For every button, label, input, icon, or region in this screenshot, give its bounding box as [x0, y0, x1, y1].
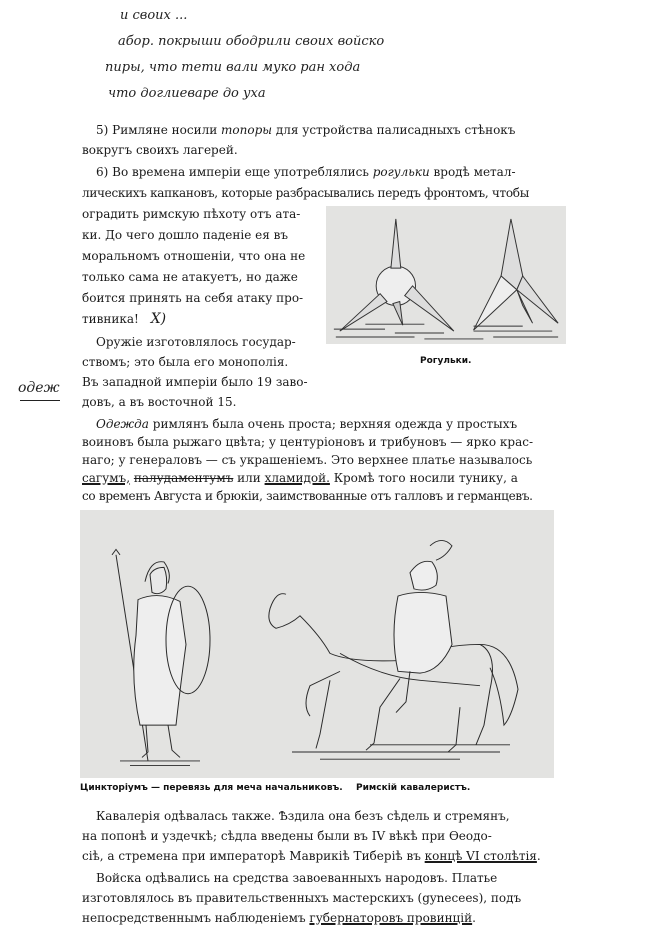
figure-soldiers [80, 510, 554, 778]
troops-line2: изготовлялось въ правительственныхъ мастерскихъ (gynecees), подъ [82, 891, 522, 905]
soldiers-illustration [80, 510, 554, 778]
underlined-text: хламидой. [264, 471, 330, 485]
weapons-line3: Въ западной имперіи было 19 заво- [82, 375, 308, 389]
handwritten-line-1: и своих ... [120, 8, 188, 23]
para6-line2: лическихъ капкановъ, которые разбрасывались передъ фронтомъ, чтобы [82, 186, 529, 200]
underlined-text: концѣ VI столѣтія [424, 849, 537, 863]
text: тивника! [82, 312, 139, 326]
para6-line7: боится принять на себя атаку про- [82, 291, 304, 305]
caltrops-illustration [326, 206, 566, 344]
text: для устройства палисадныхъ стѣнокъ [272, 123, 516, 137]
figure-soldiers-caption-right: Римскій кавалеристъ. [356, 783, 471, 793]
para6-line4: ки. До чего дошло паденіе ея въ [82, 228, 288, 242]
underlined-text: губернаторовъ провинцій [309, 911, 473, 925]
margin-underline [20, 400, 60, 401]
text: 5) Римляне носили [96, 123, 222, 137]
cavalry-line3 [82, 846, 564, 866]
clothing-line2: воиновъ была рыжаго цвѣта; у центуріоновъ и трибуновъ — ярко крас- [82, 435, 534, 449]
text: римлянъ была очень проста; верхняя одежда у простыхъ [148, 417, 518, 431]
emphasis: Одежда [96, 417, 149, 431]
text: . [472, 911, 476, 925]
emphasis: топоры [221, 123, 273, 137]
handwritten-margin-note: одеж [18, 380, 60, 396]
para5-line1 [96, 120, 564, 140]
weapons-line4: довъ, а въ восточной 15. [82, 395, 237, 409]
struck-text: палудаментумъ [133, 471, 234, 485]
handwritten-line-3: пиры, что тети вали муко ран хода [105, 60, 361, 75]
para5-line2: вокругъ своихъ лагерей. [82, 143, 238, 157]
para6-line1 [96, 162, 564, 182]
cavalry-line2: на попонѣ и уздечкѣ; сѣдла введены были въ IV вѣкѣ при Ѳеодо- [82, 829, 492, 843]
troops-line3 [82, 908, 564, 928]
figure-soldiers-caption-left: Цинкторіумъ — перевязь для меча начальниковъ. [80, 783, 343, 793]
text: Кромѣ того носили тунику, а [329, 471, 518, 485]
weapons-line2: ствомъ; это была его монополія. [82, 355, 289, 369]
figure-caltrops-caption: Рогульки. [420, 356, 472, 366]
text: непосредственнымъ наблюденіемъ [82, 911, 310, 925]
para6-line5: моральномъ отношеніи, что она не [82, 249, 306, 263]
weapons-line1: Оружіе изготовлялось государ- [96, 335, 296, 349]
underlined-text: сагумъ, [82, 471, 131, 485]
text: или [233, 471, 265, 485]
troops-line1: Войска одѣвались на средства завоеванныхъ народовъ. Платье [96, 871, 498, 885]
text: 6) Во времена имперіи еще употреблялись [96, 165, 373, 179]
handwritten-line-4: что доглиеваре до уха [108, 86, 266, 101]
text: сіѣ, а стремена при императорѣ Маврикіѣ Тиберіѣ въ [82, 849, 425, 863]
clothing-line3: наго; у генераловъ — съ украшеніемъ. Это верхнее платье называлось [82, 453, 533, 467]
clothing-line4 [82, 468, 564, 488]
cavalry-line1: Кавалерія одѣвалась также. Ѣздила она безъ сѣдель и стремянъ, [96, 809, 510, 823]
figure-caltrops [326, 206, 566, 344]
emphasis: рогульки [372, 165, 430, 179]
handwritten-mark: X) [150, 311, 167, 327]
para6-line8 [82, 309, 314, 329]
clothing-line5: со временъ Августа и брюкіи, заимствованные отъ галловъ и германцевъ. [82, 489, 533, 503]
handwritten-line-2: абор. покрыши ободрили своих войско [118, 34, 385, 49]
text: . [536, 849, 541, 863]
text: вродѣ метал- [429, 165, 516, 179]
para6-line6: только сама не атакуетъ, но даже [82, 270, 298, 284]
clothing-line1 [96, 414, 564, 434]
para6-line3: оградить римскую пѣхоту отъ ата- [82, 207, 301, 221]
